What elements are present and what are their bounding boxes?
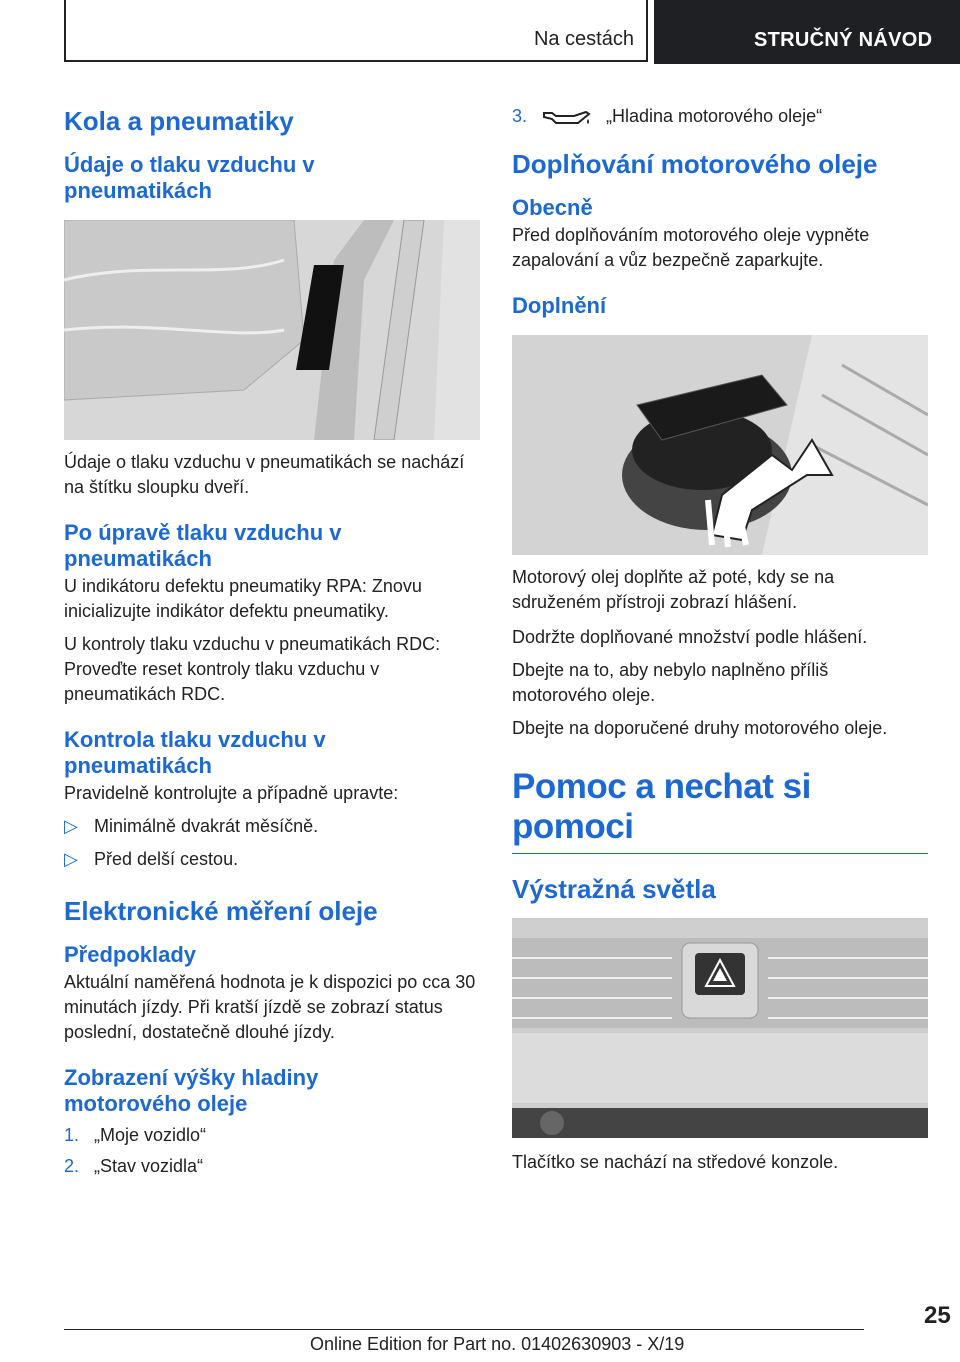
- oil-cap-illustration: [512, 335, 928, 555]
- heading-display-oil: Zobrazení výšky hladiny motorového oleje: [64, 1065, 319, 1116]
- step-number: 2.: [64, 1156, 80, 1176]
- bullet-text: Minimálně dvakrát měsíčně.: [94, 816, 319, 836]
- list-item: [64, 1154, 480, 1179]
- bullet-marker: ▷: [64, 816, 78, 836]
- step-number: 1.: [64, 1125, 80, 1145]
- heading-adding: Doplnění: [512, 293, 607, 318]
- heading-general: Obecně: [512, 195, 593, 220]
- tire-data-text: Údaje o tlaku vzduchu v pneumatikách se nachází na štítku sloupku dveří.: [64, 452, 465, 497]
- bullet-marker: ▷: [64, 849, 78, 869]
- footer-edition: Online Edition for Part no. 01402630903 - X/19: [310, 1334, 685, 1354]
- heading-refill: Doplňování motorového oleje: [512, 149, 878, 179]
- oil-can-icon: [542, 107, 592, 127]
- bullet-text: Před delší cestou.: [94, 849, 239, 869]
- general-text: Před doplňováním motorového oleje vypněte zapalování a vůz bezpečně zaparkujte.: [512, 225, 870, 270]
- heading-prereq: Předpoklady: [64, 942, 197, 967]
- adding-text-1: Motorový olej doplňte až poté, kdy se na sdruženém přístroji zobrazí hlášení.: [512, 567, 835, 612]
- step-text: „Hladina motorového oleje“: [606, 106, 823, 126]
- tire-label-photo: [64, 220, 480, 440]
- adding-text-4: Dbejte na doporučené druhy motorového oleje.: [512, 718, 888, 738]
- list-item: [64, 814, 480, 839]
- left-column: [64, 100, 480, 1179]
- right-column: [512, 100, 928, 1175]
- rpa-text: U indikátoru defektu pneumatiky RPA: Znovu inicializujte indikátor defektu pneumatiky.: [64, 576, 422, 621]
- header-section: Na cestách: [533, 28, 634, 50]
- dashboard-illustration: [512, 918, 928, 1138]
- prereq-text: Aktuální naměřená hodnota je k dispozici po cca 30 minutách jízdy. Při kratší jízdě se zobrazí status poslední, dostatečně dlouhé jízdy.: [64, 972, 476, 1042]
- list-item: [512, 104, 928, 129]
- page-number: 25: [924, 1302, 951, 1329]
- header-section-tab: [64, 0, 648, 62]
- footer-divider: [64, 1329, 864, 1330]
- adding-text-3: Dbejte na to, aby nebylo naplněno příliš motorového oleje.: [512, 660, 829, 705]
- step-text: „Stav vozidla“: [94, 1156, 204, 1176]
- step-text: „Moje vozidlo“: [94, 1125, 207, 1145]
- hazard-text: Tlačítko se nachází na středové konzole.: [512, 1152, 839, 1172]
- adding-text-2: Dodržte doplňované množství podle hlášení.: [512, 627, 868, 647]
- heading-tire-data: Údaje o tlaku vzduchu v pneumatikách: [64, 152, 315, 203]
- check-text: Pravidelně kontrolujte a případně upravte:: [64, 783, 399, 803]
- header-chapter: STRUČNÝ NÁVOD: [754, 29, 933, 51]
- list-item: [64, 847, 480, 872]
- step-number: 3.: [512, 106, 528, 126]
- oil-cap-photo: [512, 335, 928, 555]
- door-pillar-illustration: [64, 220, 480, 440]
- list-item: [64, 1123, 480, 1148]
- heading-wheels: Kola a pneumatiky: [64, 106, 294, 136]
- header-chapter-tab: [654, 0, 960, 64]
- hazard-photo: [512, 918, 928, 1138]
- heading-oil-measure: Elektronické měření oleje: [64, 896, 378, 926]
- heading-check: Kontrola tlaku vzduchu v pneumatikách: [64, 727, 326, 778]
- heading-hazard: Výstražná světla: [512, 874, 716, 904]
- heading-after-adjust: Po úpravě tlaku vzduchu v pneumatikách: [64, 520, 342, 571]
- rdc-text: U kontroly tlaku vzduchu v pneumatikách RDC: Proveďte reset kontroly tlaku vzduchu v pneumatikách RDC.: [64, 634, 441, 704]
- heading-help: Pomoc a nechat si pomoci: [512, 767, 928, 854]
